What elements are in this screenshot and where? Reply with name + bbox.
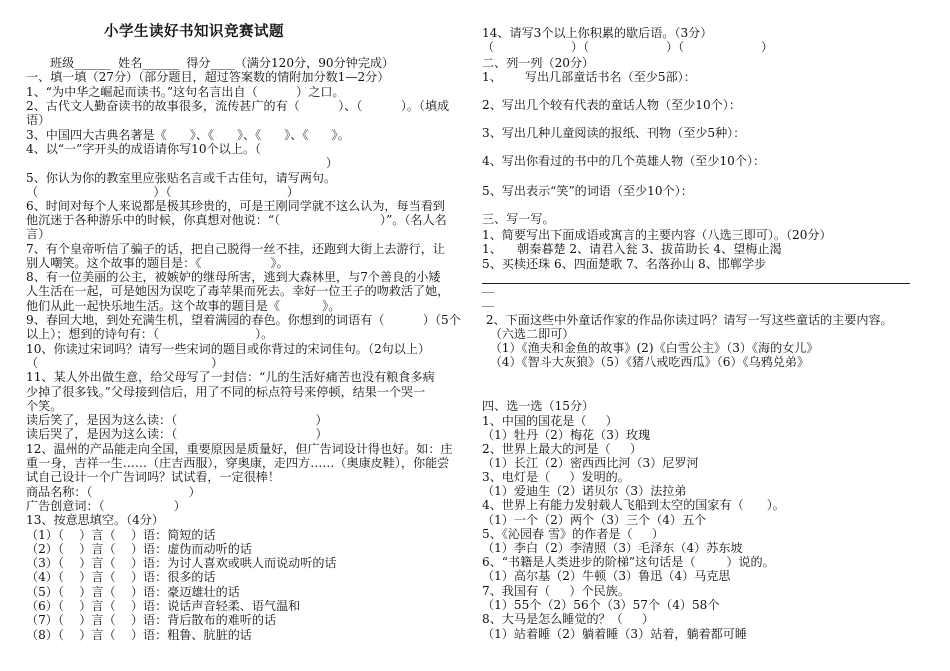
right-text-line: 1、中国的国花是（ ） — [482, 414, 618, 428]
right-text-line: 8、大马是怎么睡觉的？（ ） — [482, 612, 655, 626]
left-text-line: 8、有一位美丽的公主，被嫉妒的继母所害，逃到大森林里，与7个善良的小矮 — [26, 270, 441, 284]
left-text-line: （5）（ ）言（ ）语：豪迈雄壮的话 — [26, 585, 240, 599]
left-text-line: 语） — [26, 113, 51, 127]
left-text-line: 12、温州的产品能走向全国，重要原因是质量好，但广告词设计得也好。如：庄 — [26, 442, 453, 456]
right-text-line: 4、世界上有能力发射载人飞船到太空的国家有（ ）。 — [482, 498, 785, 512]
left-text-line: 4、以“一”字开头的成语请你写10个以上。（ — [26, 142, 261, 156]
left-text-line: 他们从此一起快乐地生活。这个故事的题目是《 》。 — [26, 299, 341, 313]
left-text-line: 9、春回大地，到处充满生机，望着满园的春色。你想到的词语有（ ）（5个 — [26, 313, 461, 327]
right-text-line: （4）《智斗大灰狼》（5）《猪八戒吃西瓜》（6）《乌鸦兑弟》 — [482, 355, 810, 369]
left-text-line: 1、“为中华之崛起而读书。”这句名言出自（ ）之口。 — [26, 85, 345, 99]
left-text-line: ） — [26, 156, 338, 170]
right-text-line: （1）李白（2）李清照（3）毛泽东（4）苏东坡 — [482, 541, 743, 555]
right-text-line: 2、世界上最大的河是（ ） — [482, 442, 642, 456]
left-text-line: 商品名称：（ ） — [26, 485, 201, 499]
right-text-line: （ ）（ ）（ ） — [482, 40, 774, 54]
right-text-line: 5、《沁园春 雪》的作者是（ ） — [482, 527, 664, 541]
answer-line — [482, 283, 910, 284]
left-text-line: （8）（ ）言（ ）语：粗鲁、肮脏的话 — [26, 628, 252, 642]
left-text-line: 11、某人外出做生意，给父母写了一封信：“儿的生活好痛苦也没有粮食多病 — [26, 370, 435, 384]
left-text-line: 3、中国四大古典名著是《 》、《 》、《 》、《 》。 — [26, 128, 350, 142]
right-text-line: 5、买椟还珠 6、四面楚歌 7、名落孙山 8、邯郸学步 — [482, 257, 767, 271]
right-text-line: 3、写出几种儿童阅读的报纸、刊物（至少5种）： — [482, 126, 746, 140]
left-text-line: 个笑。 — [26, 399, 63, 413]
left-text-line: 读后笑了，是因为这么读：（ ） — [26, 413, 328, 427]
right-text-line: （1）55个（2）56个（3）57个（4）58个 — [482, 598, 720, 612]
left-text-line: 广告创意词：（ ） — [26, 499, 186, 513]
left-text-line: （ ） — [26, 356, 224, 370]
right-text-line: __ — [482, 279, 495, 293]
exam-title: 小学生读好书知识竞赛试题 — [104, 23, 284, 40]
right-text-line: （1）牡丹（2）梅花（3）玫瑰 — [482, 428, 651, 442]
left-text-line: （1）（ ）言（ ）语：简短的话 — [26, 528, 216, 542]
left-text-line: 6、时间对每个人来说都是极其珍贵的，可是王刚同学就不这么认为，每当看到 — [26, 199, 445, 213]
right-text-line: （1）长江（2）密西西比河（3）尼罗河 — [482, 456, 699, 470]
left-text-line: （2）（ ）言（ ）语：虚伪而动听的话 — [26, 542, 252, 556]
right-text-line: 三、写一写。 — [482, 212, 555, 226]
right-text-line: 4、写出你看过的书中的几个英雄人物（至少10个）： — [482, 154, 766, 168]
left-text-line: 5、你认为你的教室里应张贴名言或千古佳句，请写两句。 — [26, 171, 337, 185]
left-text-line: 13、按意思填空。（4分） — [26, 513, 164, 527]
right-text-line: 四、选一选（15分） — [482, 399, 595, 413]
left-text-line: 别人嘲笑。这个故事的题目是：《 》。 — [26, 256, 289, 270]
right-text-line: （六选二即可） — [482, 327, 575, 341]
left-text-line: 7、有个皇帝听信了骗子的话，把自己脱得一丝不挂，还跑到大街上去游行，让 — [26, 242, 445, 256]
right-text-line: __ — [482, 293, 495, 307]
left-text-line: 班级______ 姓名______ 得分____（满分120分，90分钟完成） — [50, 56, 395, 70]
right-text-line: （1）站着睡（2）躺着睡（3）站着，躺着都可睡 — [482, 627, 747, 641]
left-text-line: 人生活在一起，可是她因为误吃了毒苹果而死去。幸好一位王子的吻救活了她， — [26, 284, 450, 298]
left-text-line: 少掉了很多钱。”父母接到信后，用了不同的标点符号来停顿，结果一个哭一 — [26, 385, 426, 399]
left-text-line: （7）（ ）言（ ）语：背后散布的难听的话 — [26, 613, 277, 627]
right-text-line: （1）一个（2）两个（3）三个（4）五个 — [482, 513, 707, 527]
right-text-line: 5、写出表示“笑”的词语（至少10个）： — [482, 184, 693, 198]
left-text-line: 言） — [26, 227, 51, 241]
left-text-line: （4）（ ）言（ ）语：很多的话 — [26, 570, 216, 584]
left-text-line: （6）（ ）言（ ）语：说话声音轻柔、语气温和 — [26, 599, 301, 613]
left-text-line: 重一身，吉祥一生……（庄吉西服），穿奥康，走四方……（奥康皮鞋），你能尝 — [26, 456, 450, 470]
right-text-line: 1、 朝秦暮楚 2、请君入瓮 3、拔苗助长 4、望梅止渴 — [482, 242, 782, 256]
left-text-line: （3）（ ）言（ ）语：为讨人喜欢或哄人而说动听的话 — [26, 556, 337, 570]
left-text-line: 以上）；想到的诗句有：（ ）。 — [26, 327, 274, 341]
left-text-line: （ ）（ ） — [26, 185, 299, 199]
left-text-line: 试自己设计一个广告词吗？试试看，一定很棒！ — [26, 470, 280, 484]
right-text-line: 7、我国有（ ）个民族。 — [482, 584, 630, 598]
right-text-line: （1）高尔基（2）牛顿（3）鲁迅（4）马克思 — [482, 569, 731, 583]
right-text-line: 2、下面这些中外童话作家的作品你读过吗？请写一写这些童话的主要内容。 — [482, 313, 893, 327]
right-text-line: 1、简要写出下面成语或寓言的主要内容（八选三即可）。（20分） — [482, 228, 832, 242]
left-text-line: 2、古代文人勤奋读书的故事很多，流传甚广的有（ ）、（ ）。（填成 — [26, 99, 450, 113]
right-text-line: 14、请写3个以上你积累的歇后语。（3分） — [482, 26, 713, 40]
left-text-line: 读后哭了，是因为这么读：（ ） — [26, 427, 328, 441]
right-text-line: 3、电灯是（ ）发明的。 — [482, 470, 630, 484]
right-text-line: 2、写出几个较有代表的童话人物（至少10个）： — [482, 98, 741, 112]
left-text-line: 一、填一填（27分）（部分题目，超过答案数的情附加分数1—2分） — [26, 70, 390, 84]
right-text-line: 6、“书籍是人类进步的阶梯”这句话是（ ）说的。 — [482, 555, 775, 569]
right-text-line: 1、 写出几部童话书名（至少5部）： — [482, 70, 696, 84]
right-text-line: （1）爱迪生（2）诺贝尔（3）法拉弟 — [482, 484, 687, 498]
right-text-line: 二、列一列（20分） — [482, 56, 595, 70]
left-text-line: 10、你读过宋词吗？请写一些宋词的题目或你背过的宋词佳句。（2句以上） — [26, 342, 431, 356]
right-text-line: （1）《渔夫和金鱼的故事》(2)《白雪公主》（3）《海的女儿》 — [482, 341, 819, 355]
left-text-line: 他沉迷于各种游乐中的时候，你真想对他说：“（ ）”。（名人名 — [26, 213, 447, 227]
